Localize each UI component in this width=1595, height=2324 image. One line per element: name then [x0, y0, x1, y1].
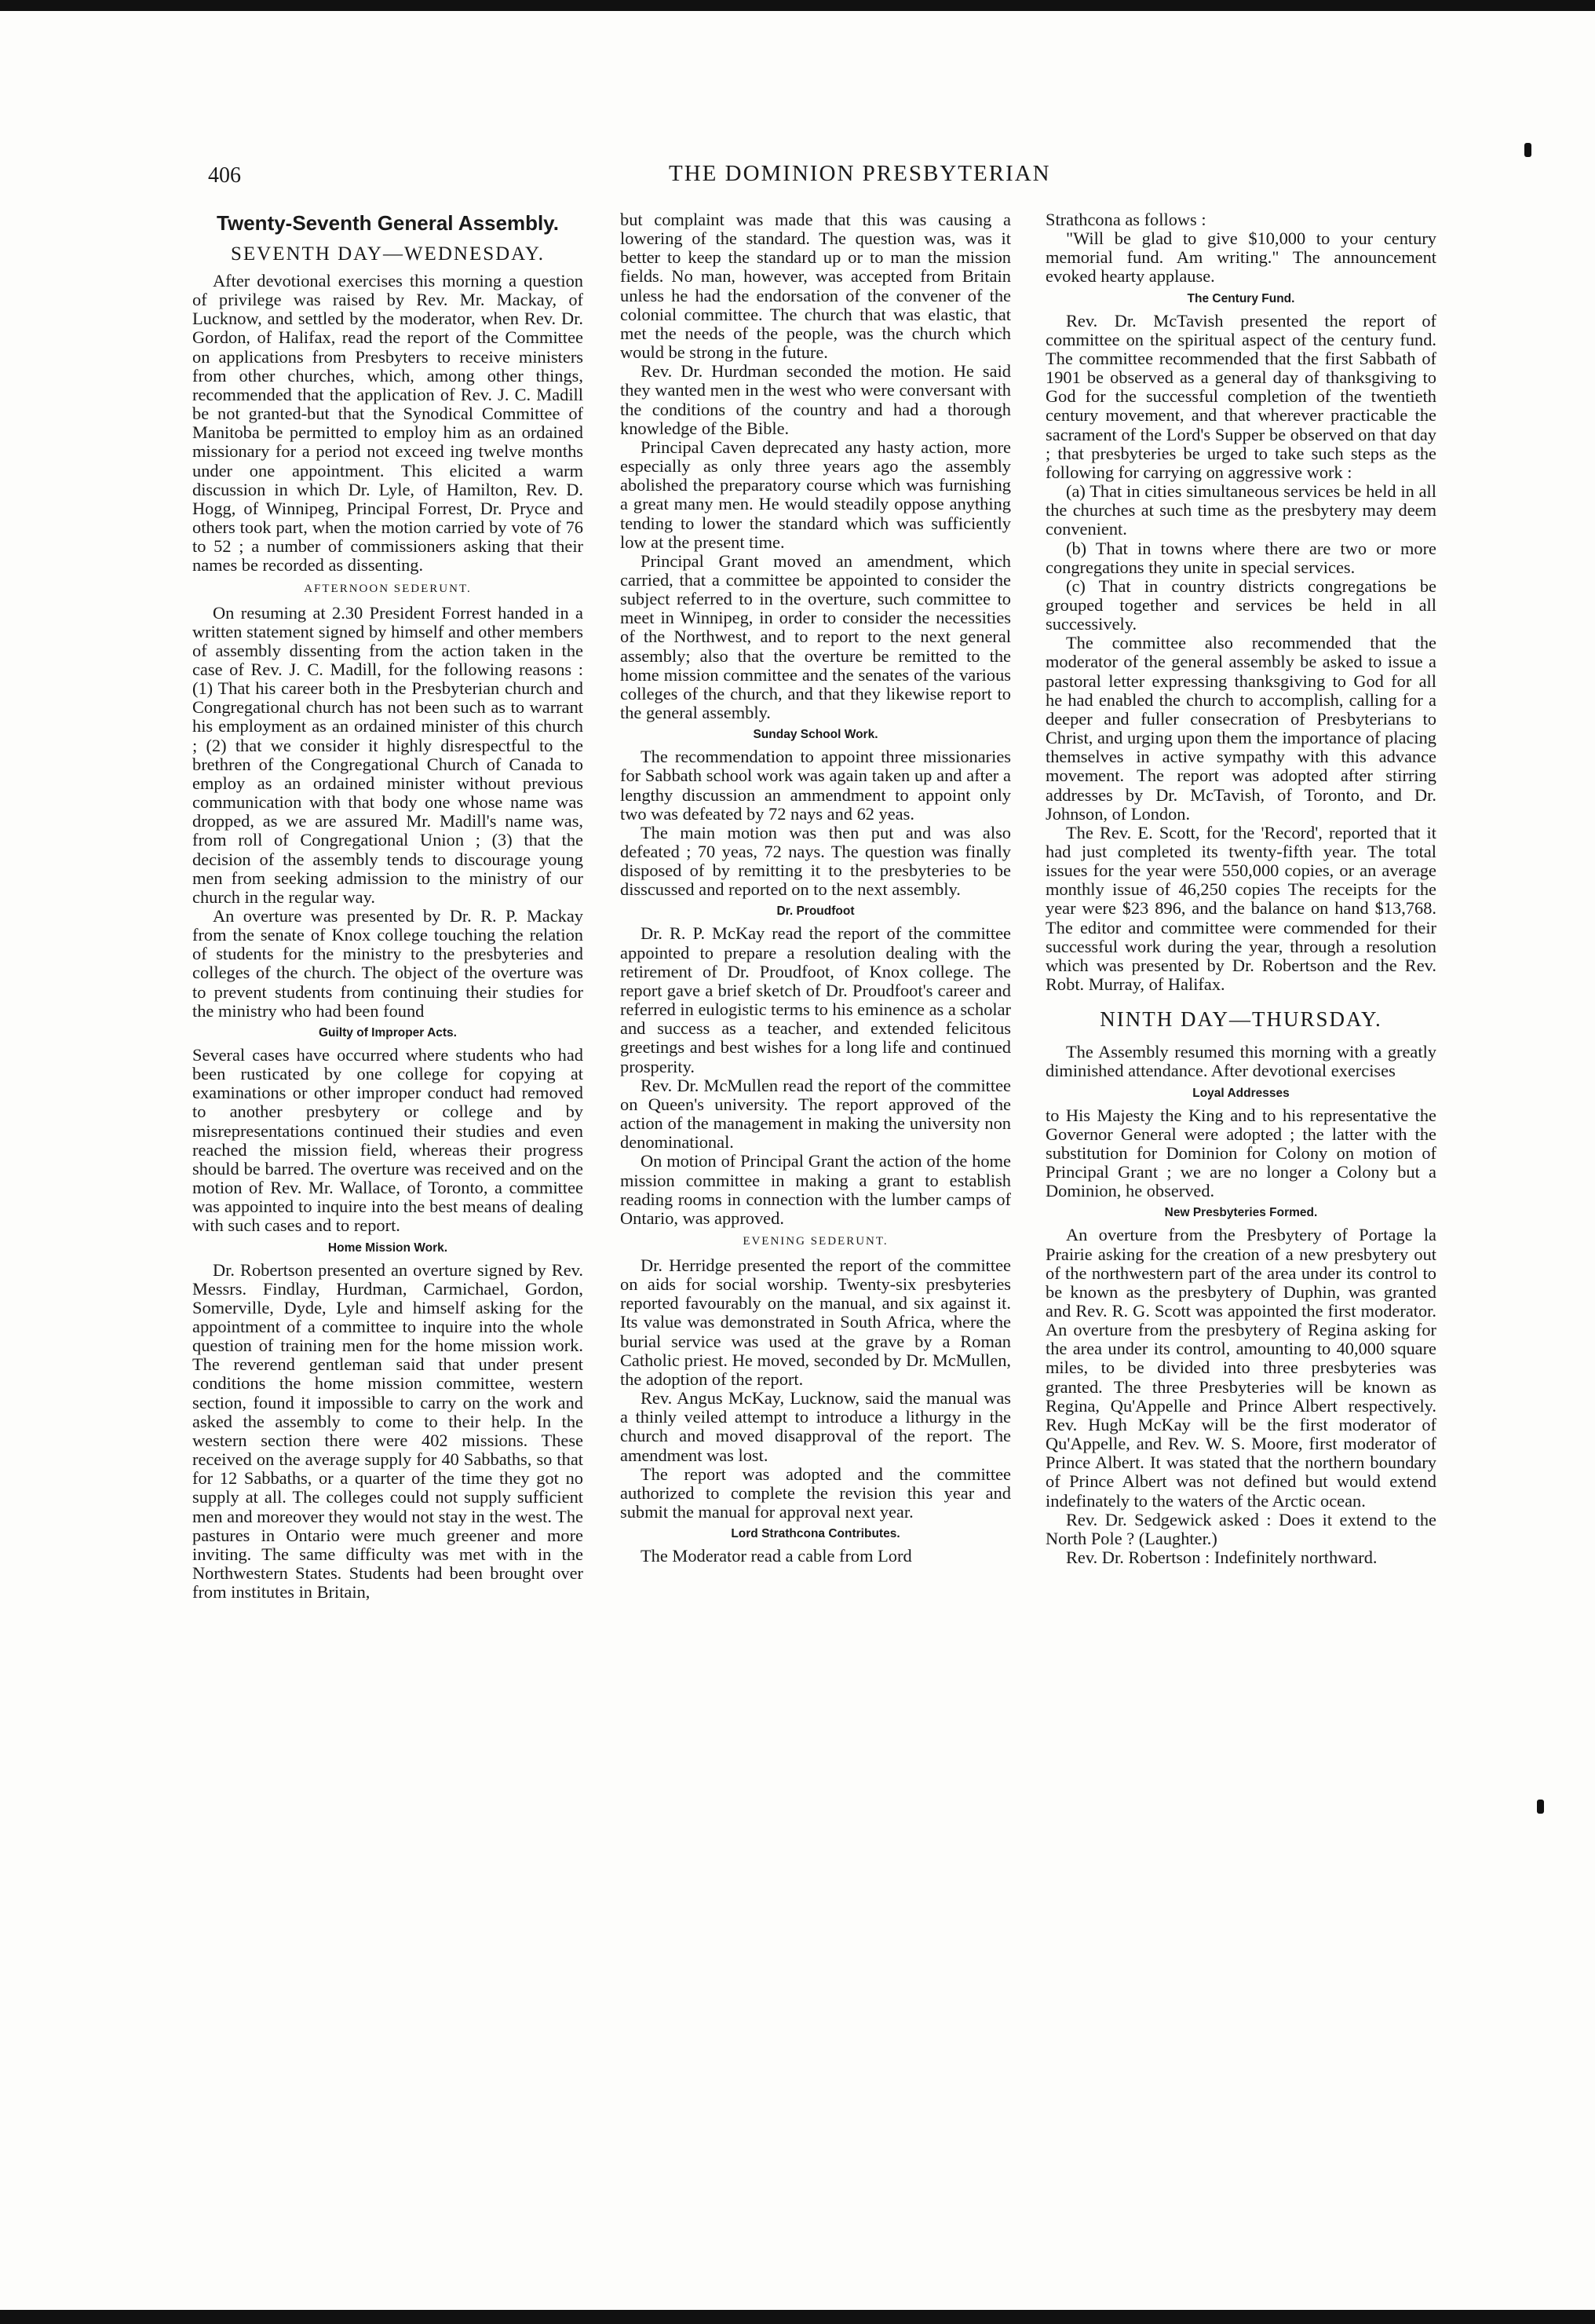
section-heading-evening: EVENING SEDERUNT.: [743, 1234, 889, 1248]
subheading-proudfoot: Dr. Proudfoot: [776, 904, 855, 919]
paragraph: Rev. Dr. Sedgewick asked : Does it extend to the North Pole ? (Laughter.): [1046, 1509, 1436, 1548]
paragraph: but complaint was made that this was causing a lowering of the standard. The question was, was it better to keep the standard up or to man the mission fields. No man, however, was accepted from Britain unless he had the endorsation of the convener of the colonial committee. The church that was elastic, that met the needs of the people, was the church which would be strong in the future.: [620, 210, 1011, 363]
paragraph: The recommendation to appoint three missionaries for Sabbath school work was again taken up and after a lengthy discussion an ammendment to appoint only two was defeated by 72 nays and 62 yeas.: [620, 747, 1011, 824]
column-3: [1046, 210, 1436, 1567]
paragraph: Rev. Dr. McTavish presented the report of committee on the spiritual aspect of the century fund. The committee recommended that the first Sabbath of 1901 be observed as a general day of thanksgiving to God for the successful completion of the twentieth century movement, and that wherever practicable the sacrament of the Lord's Supper be observed on that day ; that presbyteries be urged to take such steps as the following for carrying on aggressive work :: [1046, 310, 1436, 482]
paragraph: Several cases have occurred where students who had been rusticated by one college for copying at examinations or other improper conduct had removed to another presbytery or college and by misrepresentations continued their studies and even reached the mission field, whereas their progress should be barred. The overture was received and on the motion of Rev. Mr. Wallace, of Toronto, a committee was appointed to inquire into the best means of dealing with such cases and to report.: [192, 1044, 583, 1236]
paragraph: (b) That in towns where there are two or more congregations they unite in special services.: [1046, 538, 1436, 577]
paragraph: Rev. Dr. Hurdman seconded the motion. He said they wanted men in the west who were conversant with the conditions of the country and had a thorough knowledge of the Bible.: [620, 361, 1011, 438]
paragraph: The committee also recommended that the moderator of the general assembly be asked to issue a pastoral letter expressing thanksgiving to God for all he had enabled the church to accomplish, calling for a deeper and fuller consecration of Presbyterians to Christ, and urging upon them the importance of placing themselves in active sympathy with this advance movement. The report was adopted after stirring addresses by Dr. McTavish, of Toronto, and Dr. Johnson, of London.: [1046, 633, 1436, 824]
page-number: 406: [208, 163, 241, 188]
paragraph: After devotional exercises this morning a question of privilege was raised by Rev. Mr. Mackay, of Lucknow, and settled by the moderator, when Rev. Dr. Gordon, of Halifax, read the report of the Committee on applications from Presbyters to receive ministers from other churches, which, among other things, recommended that the application of Rev. J. C. Madill be not granted-but that the Synodical Committee of Manitoba be permitted to employ him as an ordained missionary for a period not exceed ing twelve months under one appointment. This elicited a warm discussion in which Dr. Lyle, of Hamilton, Rev. D. Hogg, of Winnipeg, Principal Forrest, Dr. Pryce and others took part, when the motion carried by vote of 76 to 52 ; a number of commissioners asking that their names be recorded as dissenting.: [192, 271, 583, 576]
paragraph: The Moderator read a cable from Lord: [641, 1546, 912, 1566]
column-2: [620, 210, 1011, 1566]
subheading-home-mission: Home Mission Work.: [327, 1241, 448, 1255]
paragraph: The Rev. E. Scott, for the 'Record', reported that it had just completed its twenty-fifth year. The total issues for the year were 550,000 copies, or an average monthly issue of 46,250 copies The receipts for the year were $23 896, and the balance on hand $13,768. The editor and committee were commended for their successful work during the year, through a resolution which was presented by Dr. Robertson and the Rev. Robt. Murray, of Halifax.: [1046, 822, 1436, 995]
paragraph: On resuming at 2.30 President Forrest handed in a written statement signed by himself and other members of assembly dissenting from the action taken in the case of Rev. J. C. Madill, for the following reasons : (1) That his career both in the Presbyterian church and Congregational church has not been such as to warrant his employment as an ordained minister of this church ; (2) that we consider it highly disrespectful to the brethren of the Congregational Church of Canada to employ as an ordained minister without previous communication with that body one whose name was dropped, as we are assured Mr. Madill's name was, from roll of Congregational Union ; (3) that the decision of the assembly tends to discourage young men from seeking admission to the ministry of our church in the regular way.: [192, 602, 583, 907]
subheading-new-presbyteries: New Presbyteries Formed.: [1164, 1206, 1318, 1220]
paragraph: Dr. R. P. McKay read the report of the committee appointed to prepare a resolution dealing with the retirement of Dr. Proudfoot, of Knox college. The report gave a brief sketch of Dr. Proudfoot's career and referred in eulogistic terms to his eminence as a scholar and success as a teacher, and extended felicitous greetings and best wishes for a long life and continued prosperity.: [620, 923, 1012, 1076]
section-heading-afternoon: AFTERNOON SEDERUNT.: [304, 582, 472, 595]
paragraph: (a) That in cities simultaneous services be held in all the churches at such time as the presbytery may deem convenient.: [1046, 481, 1436, 539]
paragraph: The main motion was then put and was also defeated ; 70 yeas, 72 nays. The question was finally disposed of by remitting it to the presbyteries to be disscussed and reported on to the next assembly.: [620, 822, 1011, 900]
subheading-sunday-school: Sunday School Work.: [753, 728, 878, 742]
scan-border-top: [0, 0, 1595, 11]
scan-border-bottom: [0, 2310, 1595, 2324]
scan-speck: [1537, 1800, 1544, 1814]
paragraph: On motion of Principal Grant the action of the home mission committee in making a grant to establish reading rooms in connection with the lumber camps of Ontario, was approved.: [620, 1151, 1011, 1228]
paragraph: An overture from the Presbytery of Portage la Prairie asking for the creation of a new presbytery out of the northwestern part of the area under its control to be known as the presbytery of Duphin, was granted and Rev. R. G. Scott was appointed the first moderator. An overture from the presbytery of Regina asking for the area under its control, amounting to 40,000 square miles, to be divided into three presbyteries was granted. The three Presbyteries will be known as Regina, Qu'Appelle and Prince Albert respectively. Rev. Hugh McKay will be the first moderator of Qu'Appelle, and Rev. W. S. Moore, first moderator of Prince Albert. It was stated that the northern boundary of Prince Albert was not defined but would extend indefinately to the waters of the Arctic ocean.: [1046, 1225, 1436, 1511]
paragraph: Rev. Dr. Robertson : Indefinitely northward.: [1066, 1548, 1378, 1567]
paragraph: Principal Grant moved an amendment, which carried, that a committee be appointed to consider the subject referred to in the overture, such committee to meet in Winnipeg, in order to consider the necessities of the Northwest, and to report to the next general assembly; also that the overture be remitted to the home mission committee and the senates of the various colleges of the church, and that they likewise report to the general assembly.: [620, 550, 1011, 723]
subheading-loyal-addresses: Loyal Addresses: [1192, 1086, 1290, 1100]
article-title: Twenty-Seventh General Assembly.: [217, 211, 559, 235]
paragraph: Dr. Herridge presented the report of the committee on aids for social worship. Twenty-six presbyteries reported favourably on the manual, and six against it. Its value was demonstrated in South Africa, where the burial service was used at the grave by a Roman Catholic priest. He moved, seconded by Dr. McMullen, the adoption of the report.: [620, 1255, 1011, 1389]
section-heading-seventh-day: SEVENTH DAY—WEDNESDAY.: [230, 243, 546, 265]
paragraph: Strathcona as follows :: [1046, 210, 1206, 229]
paragraph: Rev. Dr. McMullen read the report of the committee on Queen's university. The report approved of the action of the management in making the university non denominational.: [620, 1075, 1011, 1153]
paragraph: The Assembly resumed this morning with a greatly diminished attendance. After devotional exercises: [1046, 1042, 1436, 1081]
paragraph: Principal Caven deprecated any hasty action, more especially as only three years ago the assembly abolished the preparatory course which was furnishing a great many men. He would steadily oppose anything tending to lower the standard which was sufficiently low at the present time.: [620, 437, 1011, 552]
paragraph: Dr. Robertson presented an overture signed by Rev. Messrs. Findlay, Hurdman, Carmichael, Gordon, Somerville, Dyde, Lyle and himself asking for the appointment of a committee to inquire into the whole question of training men for the home mission work. The reverend gentleman said that under present conditions the home mission committee, western section, found it impossible to carry on the work and asked the assembly to come to their help. In the western section there were 402 missions. These received on the average supply for 40 Sabbaths, so that for 12 Sabbaths, or a quarter of the time they got no supply at all. The colleges could not supply sufficient men and moreover they would not stay in the west. The pastures in Ontario were much greener and more inviting. The same difficulty was met with in the Northwestern States. Students had been brought over from institutes in Britain,: [192, 1259, 583, 1602]
scan-speck: [1524, 143, 1531, 157]
subheading-improper-acts: Guilty of Improper Acts.: [319, 1025, 457, 1040]
paragraph: (c) That in country districts congregations be grouped together and services be held in all successively.: [1046, 576, 1436, 634]
paragraph: "Will be glad to give $10,000 to your century memorial fund. Am writing." The announcement evoked hearty applause.: [1046, 228, 1436, 287]
paragraph: to His Majesty the King and to his representative the Governor General were adopted ; the latter with the substitution for Dominion for Colony on motion of Principal Grant ; we are no longer a Colony but a Dominion, he observed.: [1046, 1105, 1436, 1201]
paragraph: An overture was presented by Dr. R. P. Mackay from the senate of Knox college touching the relation of students for the ministry to the presbyteries and colleges of the church. The object of the overture was to prevent students from continuing their studies for the ministry who had been found: [192, 906, 583, 1021]
paragraph: Rev. Angus McKay, Lucknow, said the manual was a thinly veiled attempt to introduce a lithurgy in the church and moved disapproval of the report. The amendment was lost.: [620, 1388, 1011, 1465]
running-head: THE DOMINION PRESBYTERIAN: [669, 161, 1051, 186]
column-1: [192, 210, 583, 1602]
subheading-century-fund: The Century Fund.: [1187, 291, 1295, 305]
subheading-strathcona: Lord Strathcona Contributes.: [731, 1527, 900, 1541]
paragraph: The report was adopted and the committee authorized to complete the revision this year and submit the manual for approval next year.: [620, 1463, 1011, 1522]
section-heading-ninth-day: NINTH DAY—THURSDAY.: [1100, 1007, 1382, 1032]
